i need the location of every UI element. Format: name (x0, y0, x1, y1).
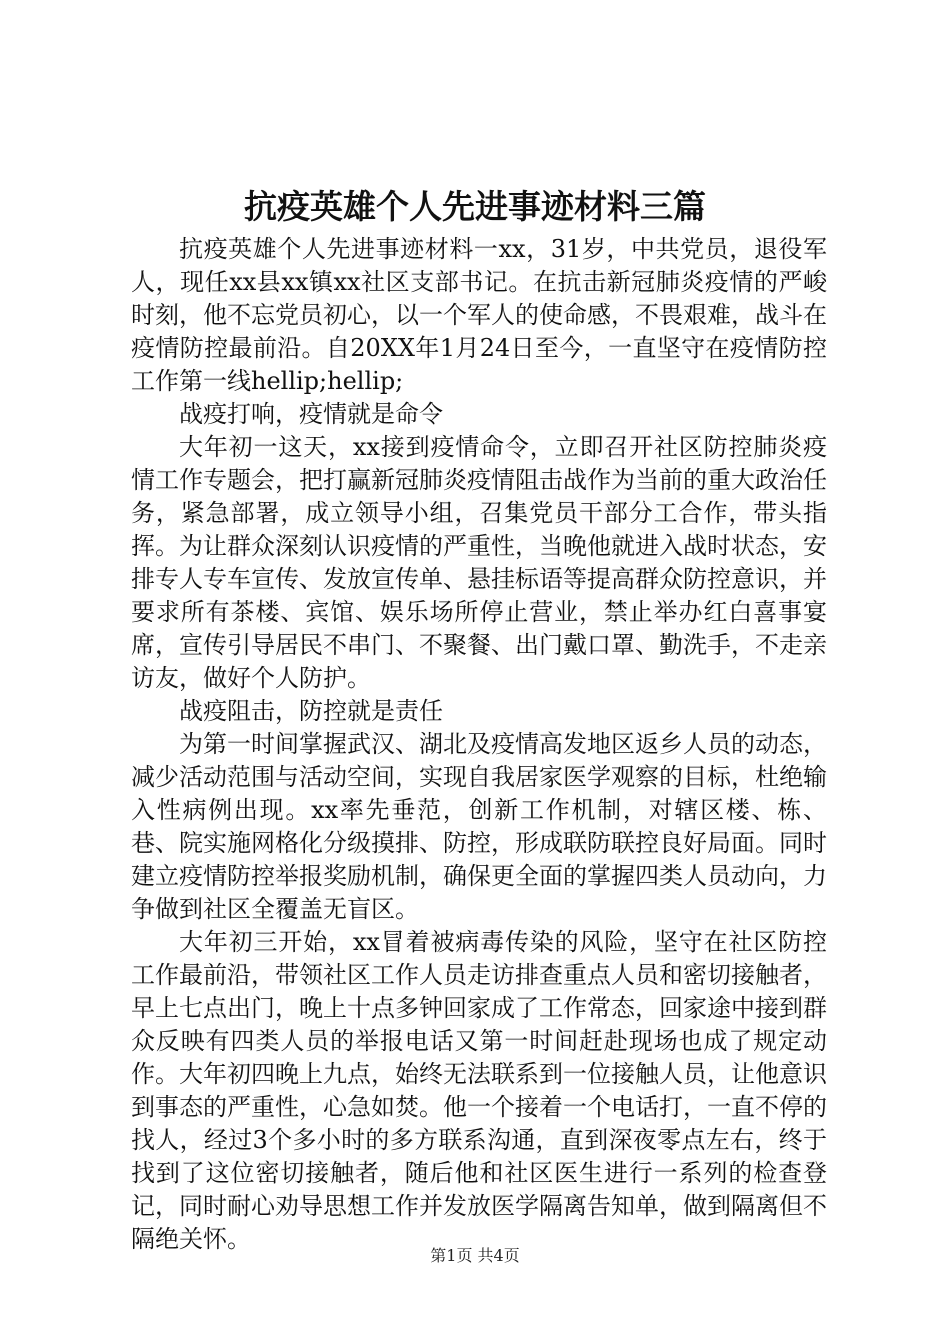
page-number-footer: 第1页 共4页 (430, 1246, 520, 1265)
paragraph-new-year-day-three: 大年初三开始，xx冒着被病毒传染的风险，坚守在社区防控工作最前沿，带领社区工作人员走访排查重点人员和密切接触者，早上七点出门，晚上十点多钟回家成了工作常态，回家途中接到群众反映有四类人员的举报电话又第一时间赶赴现场也成了规定动作。大年初四晚上九点，始终无法联系到一位接触人员，让他意识到事态的严重性，心急如焚。他一个接着一个电话打，一直不停的找人，经过3个多小时的多方联系沟通，直到深夜零点左右，终于找到了这位密切接触者，随后他和社区医生进行一系列的检查登记，同时耐心劝导思想工作并发放医学隔离告知单，做到隔离但不隔绝关怀。 (131, 928, 827, 1253)
document-title: 抗疫英雄个人先进事迹材料三篇 (244, 187, 706, 226)
section-heading-responsibility: 战疫阻击，防控就是责任 (179, 697, 443, 725)
paragraph-new-year-day-one: 大年初一这天，xx接到疫情命令，立即召开社区防控肺炎疫情工作专题会，把打赢新冠肺炎疫情阻击战作为当前的重大政治任务，紧急部署，成立领导小组，召集党员干部分工合作，带头指挥。为让群众深刻认识疫情的严重性，当晚他就进入战时状态，安排专人专车宣传、发放宣传单、悬挂标语等提高群众防控意识，并要求所有茶楼、宾馆、娱乐场所停止营业，禁止举办红白喜事宴席，宣传引导居民不串门、不聚餐、出门戴口罩、勤洗手，不走亲访友，做好个人防护。 (131, 433, 827, 692)
section-heading-command: 战疫打响，疫情就是命令 (179, 400, 443, 428)
document-body (131, 233, 827, 1256)
intro-paragraph: 抗疫英雄个人先进事迹材料一xx，31岁，中共党员，退役军人，现任xx县xx镇xx社区支部书记。在抗击新冠肺炎疫情的严峻时刻，他不忘党员初心，以一个军人的使命感，不畏艰难，战斗在疫情防控最前沿。自20XX年1月24日至今，一直坚守在疫情防控工作第一线hellip;hellip; (131, 235, 827, 395)
paragraph-grid-management: 为第一时间掌握武汉、湖北及疫情高发地区返乡人员的动态，减少活动范围与活动空间，实现自我居家医学观察的目标，杜绝输入性病例出现。xx率先垂范，创新工作机制，对辖区楼、栋、巷、院实施网格化分级摸排、防控，形成联防联控良好局面。同时建立疫情防控举报奖励机制，确保更全面的掌握四类人员动向，力争做到社区全覆盖无盲区。 (131, 730, 827, 923)
